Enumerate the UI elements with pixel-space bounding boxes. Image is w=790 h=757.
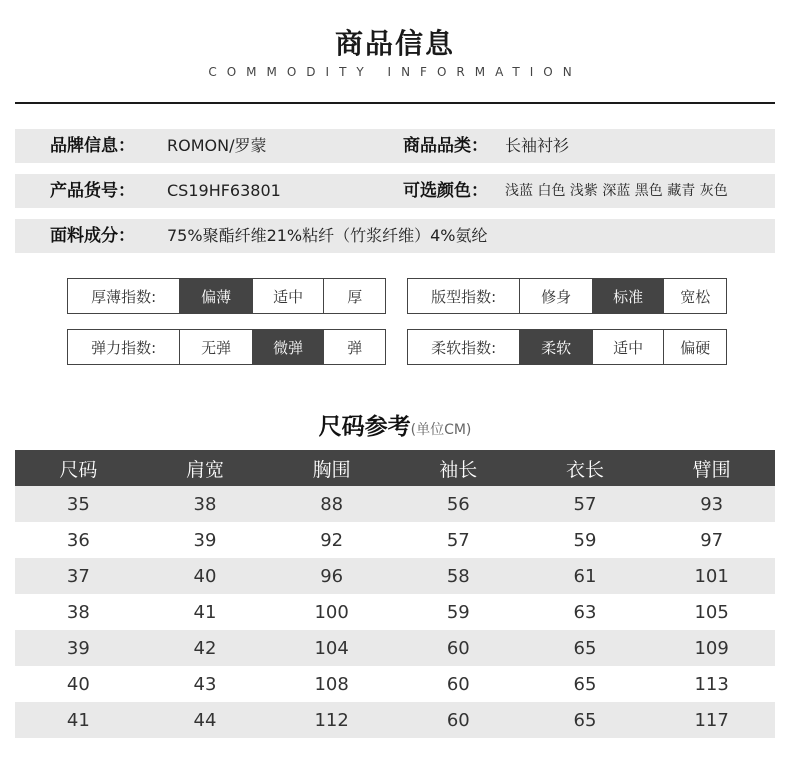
table-cell: 59 — [446, 601, 470, 623]
category-label: 商品品类： — [403, 136, 488, 156]
softness-index-label: 柔软指数: — [431, 338, 497, 357]
thickness-index — [67, 278, 386, 314]
table-cell: 36 — [66, 529, 90, 551]
category-value: 长袖衬衫 — [505, 136, 570, 155]
header-chest: 胸围 — [268, 450, 395, 486]
table-cell: 43 — [193, 673, 217, 695]
header-size: 尺码 — [15, 450, 142, 486]
thickness-option: 适中 — [252, 279, 324, 313]
size-chart-heading — [0, 408, 790, 441]
thickness-option: 偏薄 — [179, 279, 252, 313]
table-cell: 108 — [314, 673, 349, 695]
table-cell: 96 — [268, 558, 395, 594]
fit-option: 宽松 — [663, 279, 726, 313]
table-row — [15, 666, 775, 702]
fit-index-label: 版型指数: — [431, 287, 497, 306]
elasticity-option: 弹 — [323, 330, 385, 364]
table-cell: 93 — [648, 486, 775, 522]
table-cell: 42 — [142, 630, 269, 666]
softness-option: 柔软 — [519, 330, 592, 364]
info-row-sku — [15, 174, 775, 208]
elasticity-option: 微弹 — [252, 330, 324, 364]
elasticity-index — [67, 329, 386, 365]
softness-option: 适中 — [592, 330, 664, 364]
header-sleeve: 袖长 — [395, 450, 522, 486]
thickness-option: 厚 — [323, 279, 385, 313]
table-cell: 44 — [142, 702, 269, 738]
table-row — [15, 702, 775, 738]
softness-option: 偏硬 — [663, 330, 726, 364]
header-shoulder: 肩宽 — [142, 450, 269, 486]
table-cell: 65 — [573, 673, 597, 695]
colors-label: 可选颜色： — [403, 181, 488, 201]
size-chart-header-row — [15, 450, 775, 486]
header-arm: 臂围 — [648, 450, 775, 486]
table-cell: 41 — [193, 601, 217, 623]
table-cell: 40 — [66, 673, 90, 695]
table-cell: 59 — [573, 529, 597, 551]
table-cell: 38 — [142, 486, 269, 522]
table-cell: 109 — [648, 630, 775, 666]
colors-value: 浅蓝 白色 浅紫 深蓝 黑色 藏青 灰色 — [505, 183, 728, 199]
table-row — [15, 558, 775, 594]
table-cell: 92 — [320, 529, 344, 551]
material-label: 面料成分： — [50, 226, 135, 246]
info-row-material — [15, 219, 775, 253]
table-cell: 57 — [522, 486, 649, 522]
table-cell: 117 — [648, 702, 775, 738]
table-cell: 61 — [522, 558, 649, 594]
table-row — [15, 486, 775, 522]
page-subtitle: COMMODITY INFORMATION — [208, 65, 582, 79]
table-cell: 57 — [446, 529, 470, 551]
table-cell: 105 — [694, 601, 729, 623]
table-cell: 97 — [700, 529, 724, 551]
table-cell: 41 — [15, 702, 142, 738]
brand-label: 品牌信息： — [50, 136, 135, 156]
table-cell: 104 — [268, 630, 395, 666]
table-cell: 39 — [15, 630, 142, 666]
table-row — [15, 630, 775, 666]
table-row — [15, 594, 775, 630]
material-value: 75%聚酯纤维21%粘纤（竹浆纤维）4%氨纶 — [167, 226, 488, 245]
header-divider — [15, 102, 775, 104]
table-cell: 100 — [314, 601, 349, 623]
softness-index — [407, 329, 727, 365]
table-cell: 65 — [522, 630, 649, 666]
table-cell: 63 — [573, 601, 597, 623]
table-cell: 35 — [15, 486, 142, 522]
elasticity-index-label: 弹力指数: — [91, 338, 157, 357]
table-cell: 39 — [193, 529, 217, 551]
size-chart-body — [15, 486, 775, 738]
table-cell: 112 — [268, 702, 395, 738]
info-row-brand — [15, 129, 775, 163]
header-length: 衣长 — [522, 450, 649, 486]
fit-index — [407, 278, 727, 314]
table-cell: 101 — [648, 558, 775, 594]
table-row — [15, 522, 775, 558]
size-chart-title: 尺码参考 — [318, 414, 411, 440]
fit-option: 修身 — [519, 279, 592, 313]
sku-label: 产品货号： — [50, 181, 135, 201]
size-chart-unit: (单位CM) — [410, 422, 472, 438]
brand-value: ROMON/罗蒙 — [167, 136, 267, 155]
table-cell: 56 — [395, 486, 522, 522]
table-cell: 60 — [446, 673, 470, 695]
table-cell: 113 — [694, 673, 729, 695]
sku-value: CS19HF63801 — [167, 181, 281, 200]
table-cell: 38 — [66, 601, 90, 623]
size-chart-table — [15, 450, 775, 738]
thickness-index-label: 厚薄指数: — [91, 287, 157, 306]
table-cell: 60 — [395, 630, 522, 666]
table-cell: 58 — [395, 558, 522, 594]
table-cell: 40 — [142, 558, 269, 594]
table-cell: 60 — [395, 702, 522, 738]
table-cell: 37 — [15, 558, 142, 594]
elasticity-option: 无弹 — [179, 330, 252, 364]
table-cell: 88 — [268, 486, 395, 522]
page-title: 商品信息 — [334, 27, 455, 60]
table-cell: 65 — [522, 702, 649, 738]
fit-option: 标准 — [592, 279, 664, 313]
